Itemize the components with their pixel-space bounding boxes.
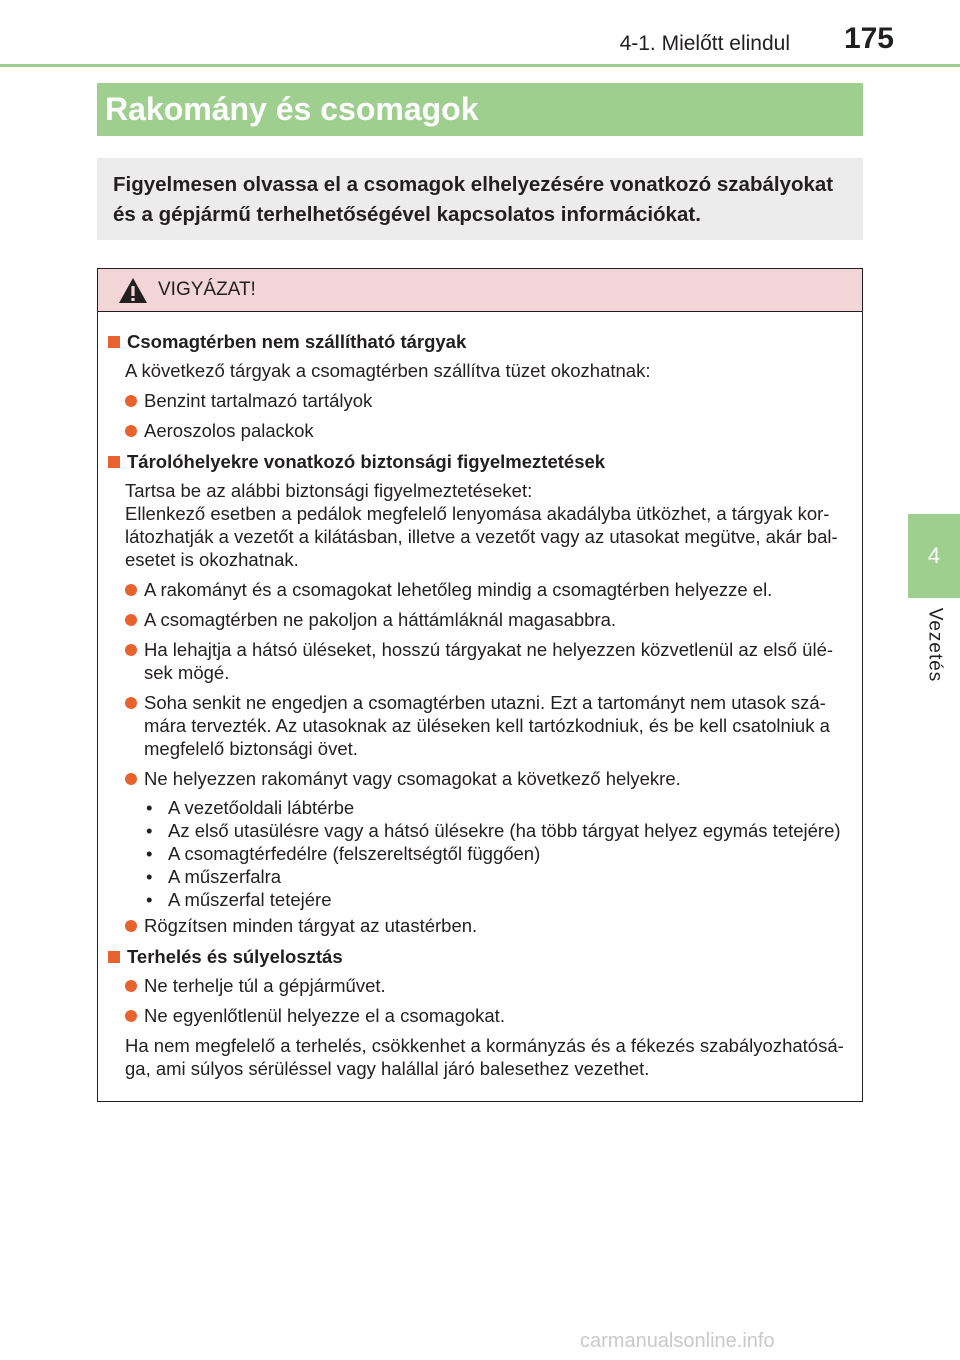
- warning-box: [97, 268, 863, 1102]
- sub-list-item: [146, 842, 854, 865]
- chapter-label-text: Vezetés: [924, 607, 946, 683]
- round-bullet-icon: [125, 697, 137, 709]
- section-heading: [106, 449, 854, 475]
- list-item: [106, 578, 854, 601]
- chapter-number: 4: [927, 543, 941, 568]
- list-item: [106, 691, 854, 760]
- list-item-text: Soha senkit ne engedjen a csomagtérben utazni. Ezt a tartományt nem utasok szá-mára tervezték. Az utasoknak az üléseken kell tartózkodniuk, és be kell csatolniuk a megfelelő biztonsági övet.: [144, 692, 830, 759]
- page-title: Rakomány és csomagok: [105, 91, 479, 127]
- square-bullet-icon: [108, 456, 120, 468]
- chapter-label: [910, 600, 958, 690]
- sub-list-item-text: A csomagtérfedélre (felszereltségtől függően): [168, 843, 541, 864]
- section-heading-text: Csomagtérben nem szállítható tárgyak: [127, 331, 467, 352]
- list-item: [106, 389, 854, 412]
- square-bullet-icon: [108, 336, 120, 348]
- list-item-text: Benzint tartalmazó tartályok: [144, 390, 373, 411]
- section-paragraph: [106, 479, 854, 571]
- round-bullet-icon: [125, 920, 137, 932]
- sub-list-item-text: Az első utasülésre vagy a hátsó ülésekre (ha több tárgyat helyez egymás tetejére): [168, 820, 841, 841]
- list-item-text: Ne egyenlőtlenül helyezze el a csomagokat.: [144, 1005, 505, 1026]
- list-item: [106, 974, 854, 997]
- footer-watermark: carmanualsonline.info: [580, 1330, 775, 1352]
- sub-list-item-text: A vezetőoldali lábtérbe: [168, 797, 355, 818]
- paragraph-line: A következő tárgyak a csomagtérben szállítva tüzet okozhatnak:: [125, 360, 651, 381]
- list-item: [106, 638, 854, 684]
- sub-bullet: •: [146, 797, 153, 818]
- list-item-text: A rakományt és a csomagokat lehetőleg mindig a csomagtérben helyezze el.: [144, 579, 773, 600]
- section-title-bar: [97, 83, 863, 136]
- section-paragraph: [106, 1034, 854, 1080]
- list-item-text: Ne terhelje túl a gépjárművet.: [144, 975, 386, 996]
- list-item: [106, 914, 854, 937]
- list-item: [106, 1004, 854, 1027]
- round-bullet-icon: [125, 425, 137, 437]
- sub-list-item-text: A műszerfal tetejére: [168, 889, 332, 910]
- sub-bullet: •: [146, 866, 153, 887]
- round-bullet-icon: [125, 980, 137, 992]
- sub-bullet: •: [146, 889, 153, 910]
- header-section-title: 4-1. Mielőtt elindul: [619, 32, 790, 55]
- square-bullet-icon: [108, 951, 120, 963]
- list-item-text: Ha lehajtja a hátsó üléseket, hosszú tárgyakat ne helyezzen közvetlenül az első ülé-sek mögé.: [144, 639, 834, 683]
- list-item-text: Aeroszolos palackok: [144, 420, 314, 441]
- paragraph-line: Tartsa be az alábbi biztonsági figyelmeztetéseket:: [125, 480, 533, 501]
- sub-list-item-text: A műszerfalra: [168, 866, 282, 887]
- section-heading-text: Terhelés és súlyelosztás: [127, 946, 343, 967]
- round-bullet-icon: [125, 644, 137, 656]
- paragraph-line: Ellenkező esetben a pedálok megfelelő lenyomása akadályba ütközhet, a tárgyak kor-: [125, 503, 830, 524]
- sub-bullet: •: [146, 820, 153, 841]
- round-bullet-icon: [125, 395, 137, 407]
- sub-list: [106, 796, 854, 911]
- sub-list-item: [146, 888, 854, 911]
- list-item: [106, 608, 854, 631]
- section-heading: [106, 329, 854, 355]
- intro-text: Figyelmesen olvassa el a csomagok elhelyezésére vonatkozó szabályokat és a gépjármű terhelhetőségével kapcsolatos információkat.: [113, 173, 834, 226]
- sub-list-item: [146, 865, 854, 888]
- warning-body: [98, 312, 862, 1080]
- list-item-text: Rögzítsen minden tárgyat az utastérben.: [144, 915, 478, 936]
- section-paragraph: [106, 359, 854, 382]
- round-bullet-icon: [125, 773, 137, 785]
- paragraph-line: látozhatják a vezetőt a kilátásban, illetve a vezetőt vagy az utasokat megütve, akár bal-: [125, 526, 838, 547]
- section-heading: [106, 944, 854, 970]
- sub-list-item: [146, 819, 854, 842]
- list-item: [106, 767, 854, 790]
- chapter-tab[interactable]: [908, 514, 960, 598]
- section-heading-text: Tárolóhelyekre vonatkozó biztonsági figyelmeztetések: [127, 451, 606, 472]
- sub-bullet: •: [146, 843, 153, 864]
- header-rule: [0, 64, 960, 67]
- list-item: [106, 419, 854, 442]
- warning-label: VIGYÁZAT!: [158, 279, 256, 300]
- list-item-text: Ne helyezzen rakományt vagy csomagokat a következő helyekre.: [144, 768, 681, 789]
- warning-triangle-icon: [118, 277, 148, 304]
- sub-list-item: [146, 796, 854, 819]
- round-bullet-icon: [125, 584, 137, 596]
- round-bullet-icon: [125, 1010, 137, 1022]
- paragraph-line: esetet is okozhatnak.: [125, 549, 299, 570]
- intro-box: [97, 158, 863, 240]
- round-bullet-icon: [125, 614, 137, 626]
- paragraph-line: Ha nem megfelelő a terhelés, csökkenhet a kormányzás és a fékezés szabályozhatósá-ga, ami súlyos sérüléssel vagy halállal járó balesethez vezethet.: [125, 1035, 844, 1079]
- page-number: 175: [843, 22, 894, 55]
- warning-header: [98, 269, 862, 312]
- list-item-text: A csomagtérben ne pakoljon a háttámláknál magasabbra.: [144, 609, 617, 630]
